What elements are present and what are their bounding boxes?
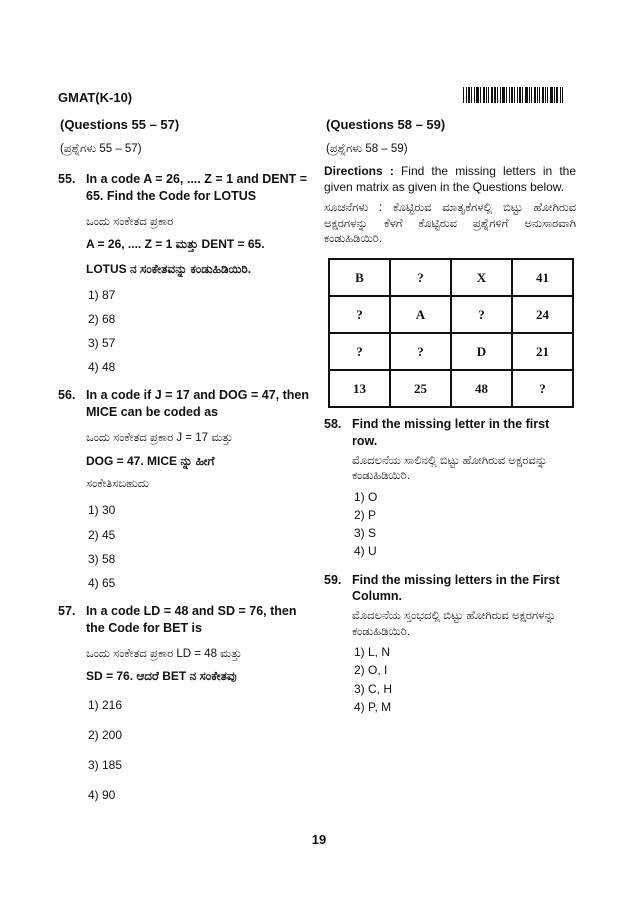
question-text-kannada: SD = 76. ಆದರೆ BET ನ ಸಂಕೇತವು	[86, 669, 237, 684]
option: 2) 45	[88, 527, 116, 542]
option: 4) U	[354, 544, 377, 559]
option: 2) 68	[88, 311, 116, 326]
question-55	[58, 171, 313, 375]
option: 1) O	[354, 489, 378, 504]
question-59	[324, 572, 576, 716]
matrix-row	[329, 296, 573, 333]
matrix-row	[329, 370, 573, 407]
exam-code: GMAT(K-10)	[58, 90, 133, 105]
question-56	[58, 387, 313, 591]
question-text-kannada: ಒಂದು ಸಂಕೇತದ ಪ್ರಕಾರ	[86, 215, 174, 228]
question-text-kannada: ಮೊದಲನೆಯ ಸ್ತಂಭದಲ್ಲಿ ಬಿಟ್ಟು ಹೋಗಿರುವ ಅಕ್ಷರಗಳನ್ನು ಕಂಡುಹಿಡಿಯಿರಿ.	[352, 610, 556, 638]
question-text-kannada: LOTUS ನ ಸಂಕೇತವನ್ನು ಕಂಡುಹಿಡಿಯಿರಿ.	[86, 261, 252, 276]
section-heading: (Questions 55 – 57)	[60, 117, 180, 132]
option: 1) L, N	[354, 645, 391, 660]
matrix-cell: ?	[329, 333, 390, 370]
question-text: In a code A = 26, .... Z = 1 and DENT = 65. Find the Code for LOTUS	[86, 172, 308, 203]
page-number: 19	[311, 832, 327, 847]
right-column	[324, 116, 576, 717]
option: 2) P	[354, 507, 377, 522]
question-text-kannada: ಮೊದಲನೆಯ ಸಾಲಿನಲ್ಲಿ ಬಿಟ್ಟು ಹೋಗಿರುವ ಅಕ್ಷರವನ್ನು ಕಂಡುಹಿಡಿಯಿರಿ.	[352, 454, 548, 483]
question-text-kannada: DOG = 47. MICE ನ್ನು ಹೀಗೆ	[86, 453, 215, 468]
matrix-cell: ?	[512, 370, 573, 407]
option: 4) 65	[88, 575, 116, 590]
left-column	[58, 116, 313, 811]
directions-kannada: ಸೂಚನೆಗಳು : ಕೊಟ್ಟಿರುವ ಮಾತೃಕೆಗಳಲ್ಲಿ ಬಿಟ್ಟು ಹೋಗಿರುವ ಅಕ್ಷರಗಳನ್ನು ಕೆಳಗೆ ಕೊಟ್ಟಿರುವ ಪ್ರಶ್ನೆಗಳಿಗೆ ಅನುಸಾರವಾಗಿ ಕಂಡುಹಿಡಿಯಿರಿ.	[324, 202, 576, 246]
question-number: 55.	[58, 172, 76, 187]
matrix-cell: ?	[329, 296, 390, 333]
matrix-cell: 13	[329, 370, 390, 407]
question-number: 59.	[324, 572, 342, 587]
question-number: 56.	[58, 388, 76, 403]
matrix-cell: ?	[451, 296, 512, 333]
matrix-cell: B	[329, 259, 390, 296]
barcode-icon	[463, 87, 575, 103]
letter-matrix	[328, 258, 574, 408]
question-number: 57.	[58, 604, 76, 619]
option: 4) P, M	[354, 699, 392, 714]
matrix-cell: X	[451, 259, 512, 296]
option: 1) 87	[88, 287, 116, 302]
question-text-kannada: ಸಂಕೇತಿಸಬಹುದು	[86, 477, 149, 490]
matrix-row	[329, 333, 573, 370]
option: 4) 90	[88, 788, 116, 803]
question-text-kannada: ಒಂದು ಸಂಕೇತದ ಪ್ರಕಾರ LD = 48 ಮತ್ತು	[86, 647, 242, 660]
section-heading: (Questions 58 – 59)	[326, 117, 446, 132]
option: 3) S	[354, 526, 377, 541]
option: 3) 58	[88, 551, 116, 566]
question-text-kannada: A = 26, .... Z = 1 ಮತ್ತು DENT = 65.	[86, 237, 265, 252]
option: 3) 57	[88, 336, 116, 351]
matrix-row	[329, 259, 573, 296]
matrix-cell: 48	[451, 370, 512, 407]
question-58	[324, 416, 576, 560]
matrix-cell: 25	[390, 370, 451, 407]
section-heading-kannada: (ಪ್ರಶ್ನೆಗಳು 58 – 59)	[326, 142, 408, 155]
matrix-cell: D	[451, 333, 512, 370]
directions	[324, 163, 576, 195]
matrix-cell: 24	[512, 296, 573, 333]
option: 4) 48	[88, 360, 116, 375]
question-57	[58, 603, 313, 803]
option: 1) 30	[88, 503, 116, 518]
question-number: 58.	[324, 416, 342, 431]
option: 2) O, I	[354, 663, 388, 678]
question-text: In a code LD = 48 and SD = 76, then the Code for BET is	[86, 604, 297, 636]
question-text: Find the missing letters in the First Column.	[352, 572, 560, 604]
option: 3) C, H	[354, 681, 393, 696]
question-text-kannada: ಒಂದು ಸಂಕೇತದ ಪ್ರಕಾರ J = 17 ಮತ್ತು	[86, 432, 233, 445]
question-text: In a code if J = 17 and DOG = 47, then MICE can be coded as	[86, 388, 309, 420]
directions-text: Find the missing letters in the given matrix as given in the Questions below.	[324, 164, 576, 195]
matrix-cell: ?	[390, 259, 451, 296]
directions-label: Directions :	[324, 164, 394, 179]
option: 1) 216	[88, 697, 123, 712]
matrix-cell: 41	[512, 259, 573, 296]
option: 3) 185	[88, 758, 123, 772]
section-heading-kannada: (ಪ್ರಶ್ನೆಗಳು 55 – 57)	[60, 142, 142, 155]
matrix-cell: A	[390, 296, 451, 333]
question-text: Find the missing letter in the first row.	[352, 416, 550, 448]
option: 2) 200	[88, 727, 123, 742]
matrix-cell: ?	[390, 333, 451, 370]
matrix-cell: 21	[512, 333, 573, 370]
